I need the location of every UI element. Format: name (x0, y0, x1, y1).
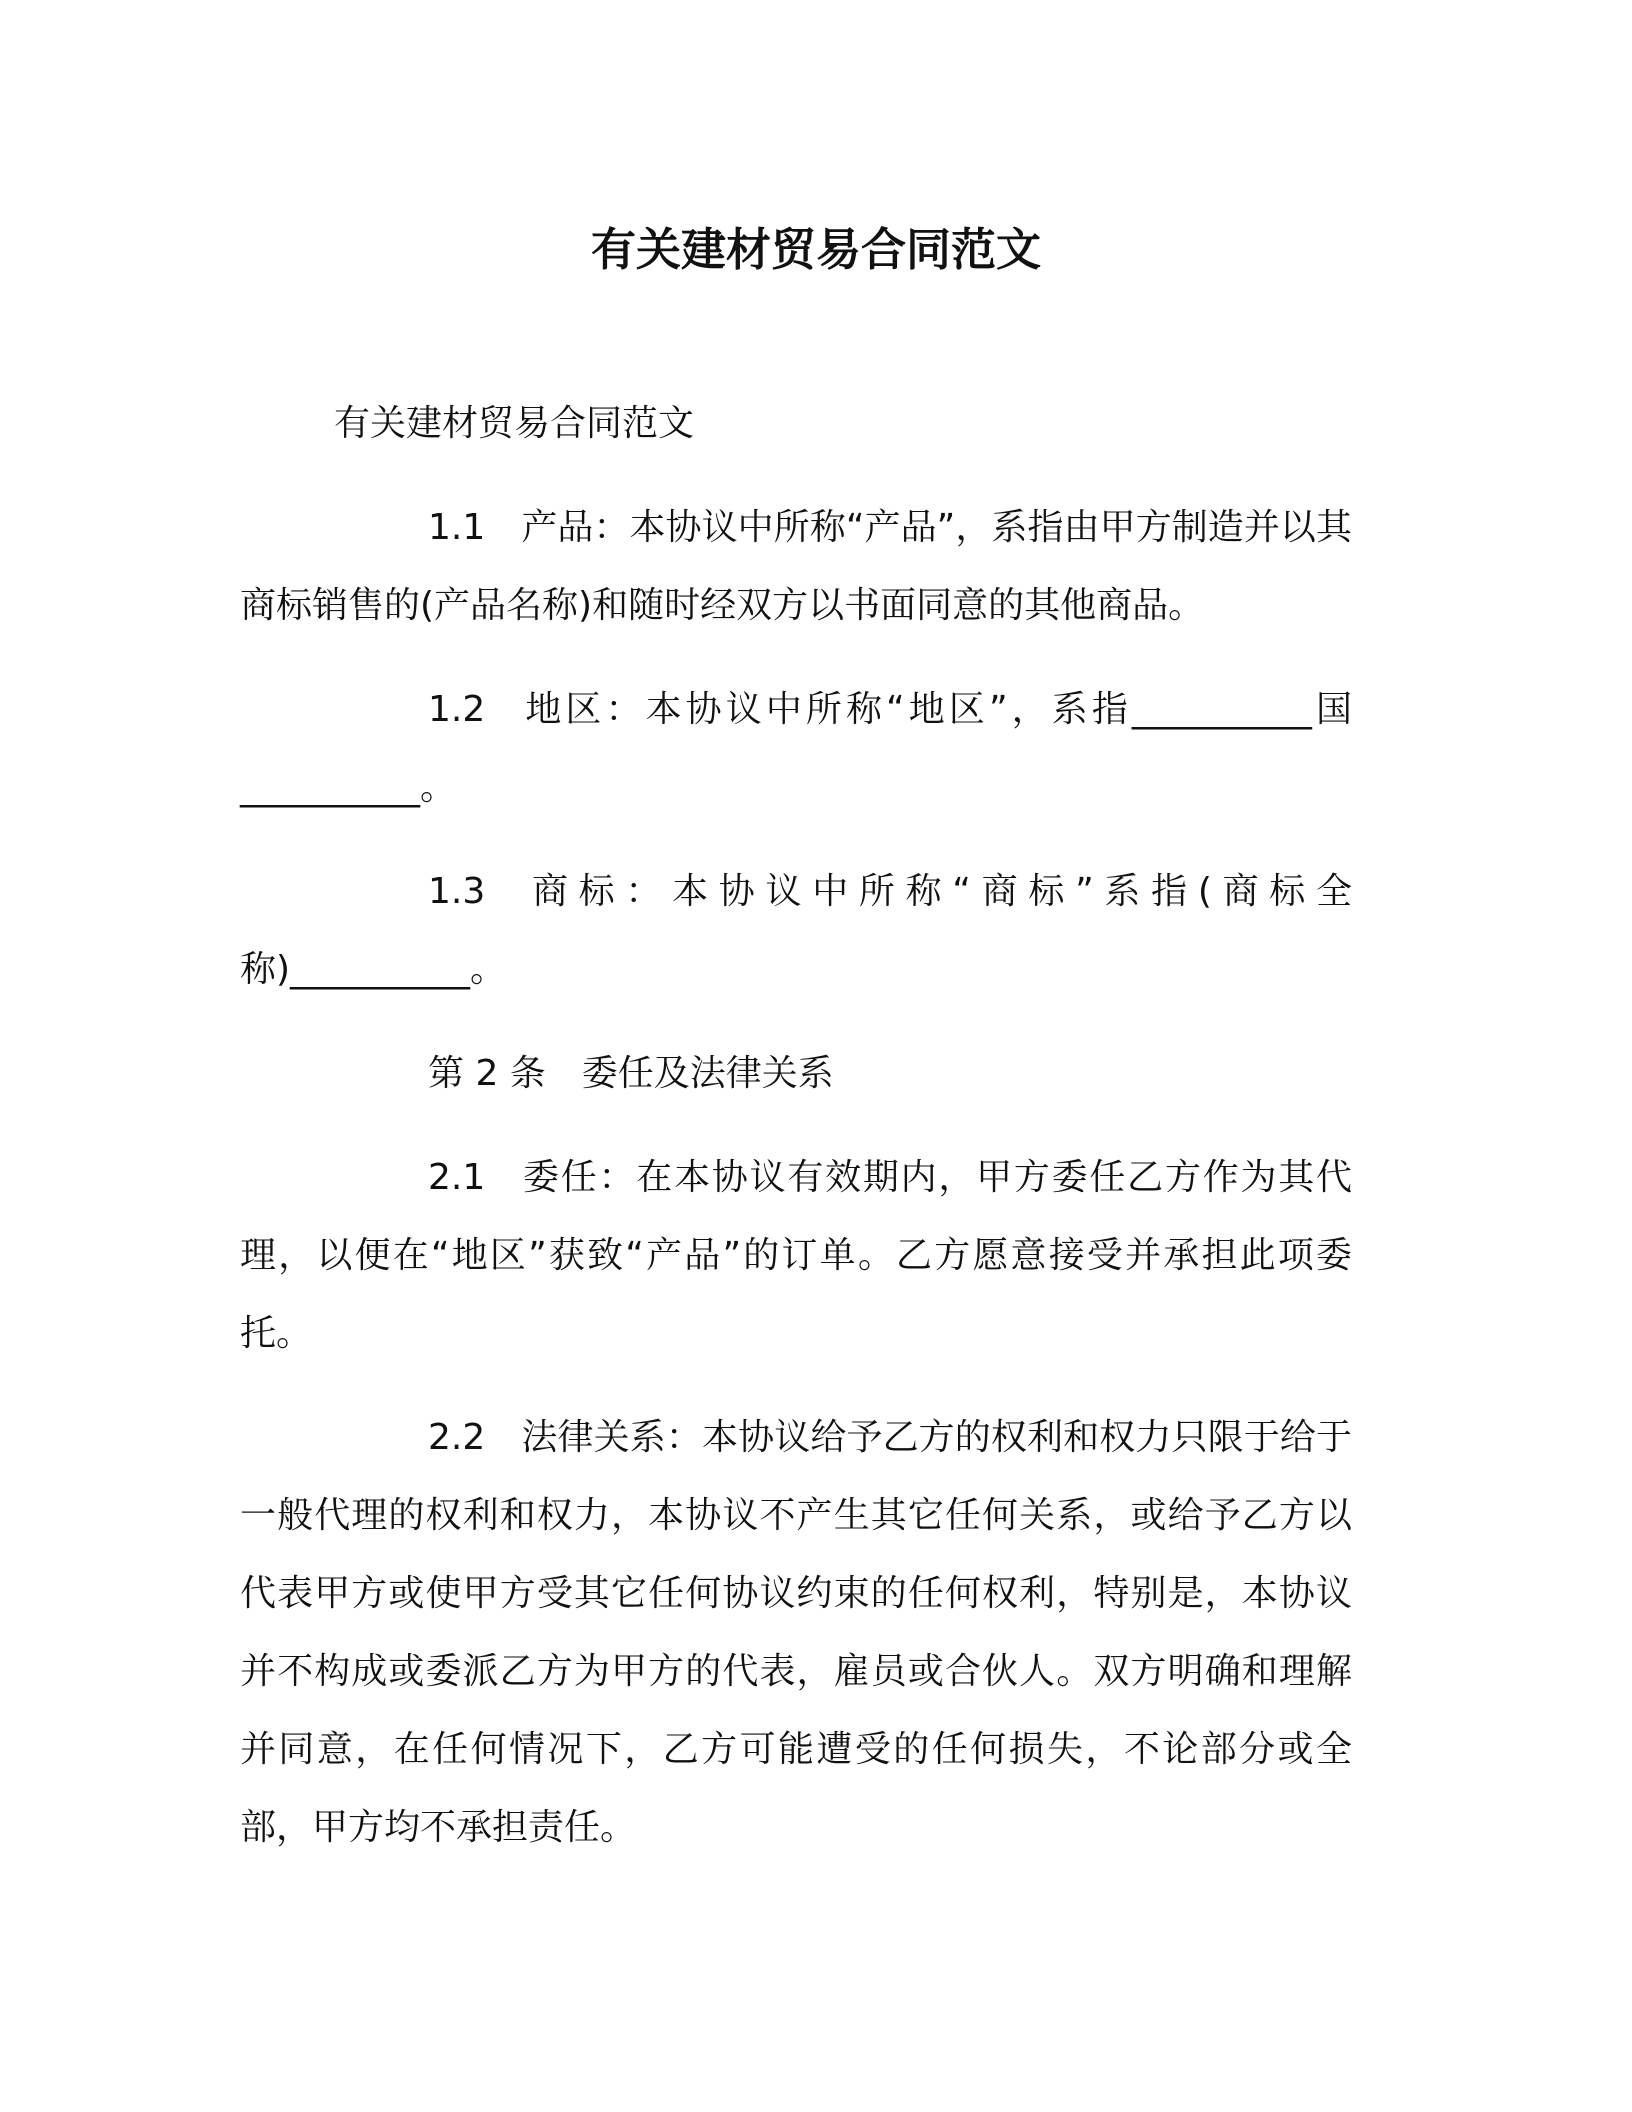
clause-number: 2.1 (428, 1157, 486, 1198)
clause-number: 1.3 (428, 871, 486, 912)
clause-2-1 (240, 1139, 1352, 1373)
clause-text: 产品：本协议中所称“产品”，系指由甲方制造并以其商标销售的(产品名称)和随时经双方以书面同意的其他商品。 (240, 507, 1352, 626)
article-2-heading (240, 1035, 1352, 1113)
article-number: 第 2 条 (428, 1053, 546, 1094)
clause-text: 地区：本协议中所称“地区”，系指__________国__________。 (240, 689, 1352, 808)
clause-text: 商标：本协议中所称“商标”系指(商标全称)__________。 (240, 871, 1352, 990)
article-title: 委任及法律关系 (581, 1053, 834, 1094)
clause-number: 1.1 (428, 507, 486, 548)
clause-text: 法律关系：本协议给予乙方的权利和权力只限于给于一般代理的权利和权力，本协议不产生其它任何关系，或给予乙方以代表甲方或使甲方受其它任何协议约束的任何权利，特别是，本协议并不构成或委派乙方为甲方的代表，雇员或合伙人。双方明确和理解并同意，在任何情况下，乙方可能遭受的任何损失，不论部分或全部，甲方均不承担责任。 (240, 1417, 1352, 1848)
document-title: 有关建材贸易合同范文 (590, 223, 1041, 276)
clause-1-3 (240, 853, 1352, 1009)
clause-2-2 (240, 1399, 1352, 1867)
intro-paragraph (240, 385, 1352, 463)
clause-text: 委任：在本协议有效期内，甲方委任乙方作为其代理，以便在“地区”获致“产品”的订单。乙方愿意接受并承担此项委托。 (240, 1157, 1352, 1354)
clause-1-2 (240, 671, 1352, 827)
clause-number: 1.2 (428, 689, 486, 730)
clause-number: 2.2 (428, 1417, 486, 1458)
document-body (240, 385, 1352, 1867)
clause-1-1 (240, 489, 1352, 645)
paragraph-text: 有关建材贸易合同范文 (334, 403, 695, 444)
